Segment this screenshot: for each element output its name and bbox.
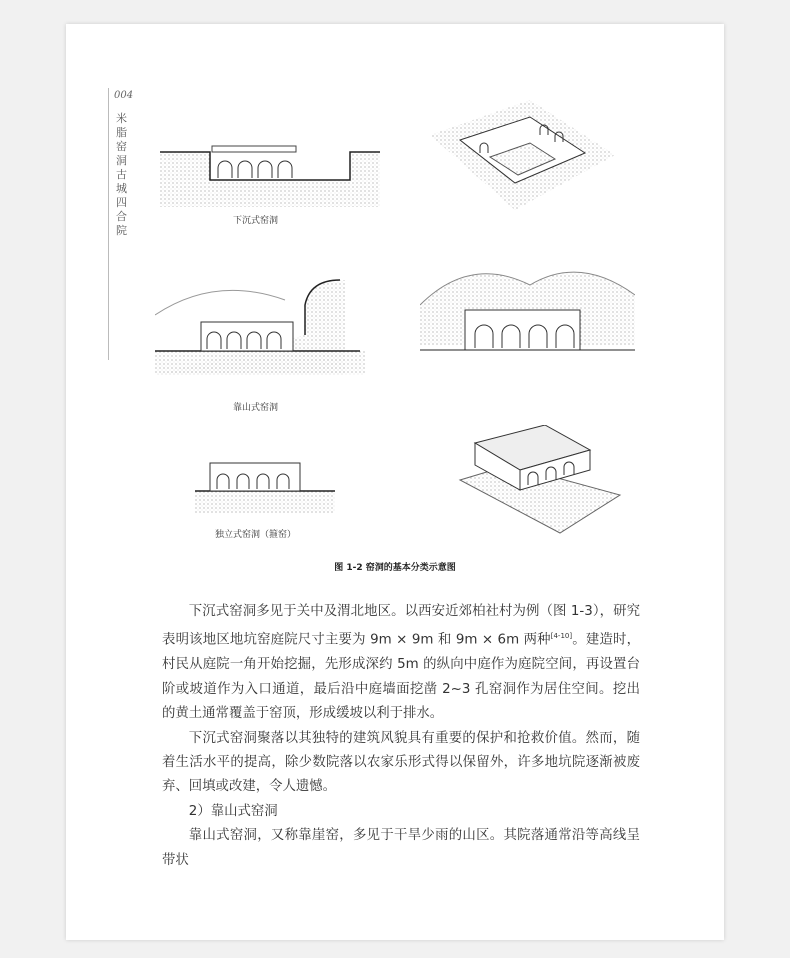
caption-independent: 独立式窑洞（箍窑） (215, 530, 297, 540)
text: 下沉式窑洞多见于关中及渭北地区。以西安近郊柏社村为例（图 1-3），研究表明该地区地坑窑庭院尺寸主要为 9m × 9m 和 9m × 6m 两种 (162, 604, 640, 648)
paragraph: 靠山式窑洞，又称靠崖窑，多见于干旱少雨的山区。其院落通常沿等高线呈带状 (162, 828, 640, 868)
cliff-cave-section (155, 275, 365, 375)
caption-sunken: 下沉式窑洞 (233, 216, 279, 226)
running-title: 米脂窑洞古城四合院 (116, 112, 127, 237)
text: 。建造时，村民从庭院一角开始挖掘，先形成深约 5m 的纵向中庭作为庭院空间，再设置台阶或坡道作为入口通道，最后沿中庭墙面挖凿 2~3 孔窑洞作为居住空间。挖出的黄土通常覆盖于窑顶，形成缓坡以利于排水。 (162, 632, 640, 722)
cliff-cave-perspective (420, 255, 635, 375)
paragraph (162, 600, 640, 727)
margin-rule (108, 88, 109, 360)
citation: [4-10] (550, 632, 573, 641)
caption-cliff: 靠山式窑洞 (233, 403, 279, 413)
sunken-cave-perspective (420, 95, 620, 215)
body-text (162, 600, 640, 873)
paragraph: 下沉式窑洞聚落以其独特的建筑风貌具有重要的保护和抢救价值。然而，随着生活水平的提高，除少数院落以农家乐形式得以保留外，许多地坑院逐渐被废弃、回填或改建，令人遗憾。 (162, 730, 640, 795)
figure-title: 图 1-2 窑洞的基本分类示意图 (334, 563, 456, 573)
section-heading: 2）靠山式窑洞 (188, 803, 278, 819)
independent-cave-perspective (450, 425, 630, 535)
page-number: 004 (114, 90, 134, 101)
independent-cave-section (195, 455, 335, 515)
sunken-cave-section (160, 130, 380, 210)
